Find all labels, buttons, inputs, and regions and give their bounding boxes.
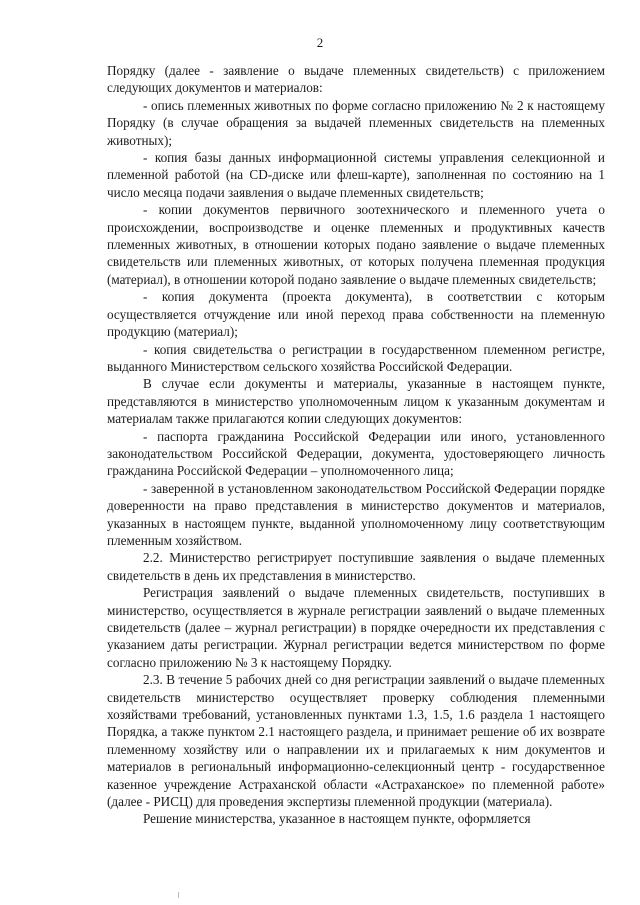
paragraph-7: В случае если документы и материалы, указанные в настоящем пункте, представляются в министерство уполномоченным лицом к указанным документам и материалам также прилагаются копии следующих документов: [107,376,605,427]
paragraph-5: - копия документа (проекта документа), в соответствии с которым осуществляется отчуждение или иной переход права собственности на племенную продукцию (материал); [107,289,605,340]
paragraph-12: 2.3. В течение 5 рабочих дней со дня регистрации заявлений о выдаче племенных свидетельств министерство осуществляет проверку соблюдения племенными хозяйствами требований, установленных пунктами 1.3, 1.5, 1.6 раздела 1 настоящего Порядка, а также пунктом 2.1 настоящего раздела, и принимает решение об их возврате племенному хозяйству или о направлении их и прилагаемых к ним документов и материалов в региональный информационно-селекционный центр - государственное казенное учреждение Астраханской области «Астраханское» по племенной работе» (далее - РИСЦ) для проведения экспертизы племенной продукции (материала). [107,672,605,810]
paragraph-13: Решение министерства, указанное в настоящем пункте, оформляется [143,811,531,827]
paragraph-11: Регистрация заявлений о выдаче племенных свидетельств, поступивших в министерство, осуществляется в журнале регистрации заявлений о выдаче племенных свидетельств (далее – журнал регистрации) в порядке очередности их представления с указанием даты регистрации. Журнал регистрации ведется министерством по форме согласно приложению № 3 к настоящему Порядку. [107,585,605,670]
paragraph-9: - заверенной в установленном законодательством Российской Федерации порядке доверенности на право представления в министерство документов и материалов, указанных в настоящем пункте, выданной уполномоченному лицу соответствующим племенным хозяйством. [107,480,605,548]
paragraph-2: - опись племенных животных по форме согласно приложению № 2 к настоящему Порядку (в случае обращения за выдачей племенных свидетельств на племенных животных); [107,97,605,148]
paragraph-6: - копия свидетельства о регистрации в государственном племенном регистре, выданного Министерством сельского хозяйства Российской Федерации. [107,341,605,374]
paragraph-10: 2.2. Министерство регистрирует поступившие заявления о выдаче племенных свидетельств в день их представления в министерство. [107,550,605,583]
paragraph-3: - копия базы данных информационной системы управления селекционной и племенной работой (на CD-диске или флеш-карте), заполненная по состоянию на 1 число месяца подачи заявления о выдаче племенных свидетельств; [107,150,605,200]
paragraph-4: - копии документов первичного зоотехнического и племенного учета о происхождении, воспроизводстве и оценке племенных и продуктивных качеств племенных животных, в отношении которых подано заявление о выдаче племенных свидетельств или племенных животных, от которых получена племенная продукция (материал), в отношении которой подано заявление о выдаче племенных свидетельств; [107,202,605,287]
scan-mark [178,892,179,898]
page-number: 2 [316,35,324,50]
document-body [107,62,605,828]
paragraph-8: - паспорта гражданина Российской Федерации или иного, установленного законодательством Российской Федерации, документа, удостоверяющего личность гражданина Российской Федерации – уполномоченного лица; [107,428,605,479]
paragraph-1: Порядку (далее - заявление о выдаче племенных свидетельств) с приложением следующих документов и материалов: [107,63,605,96]
